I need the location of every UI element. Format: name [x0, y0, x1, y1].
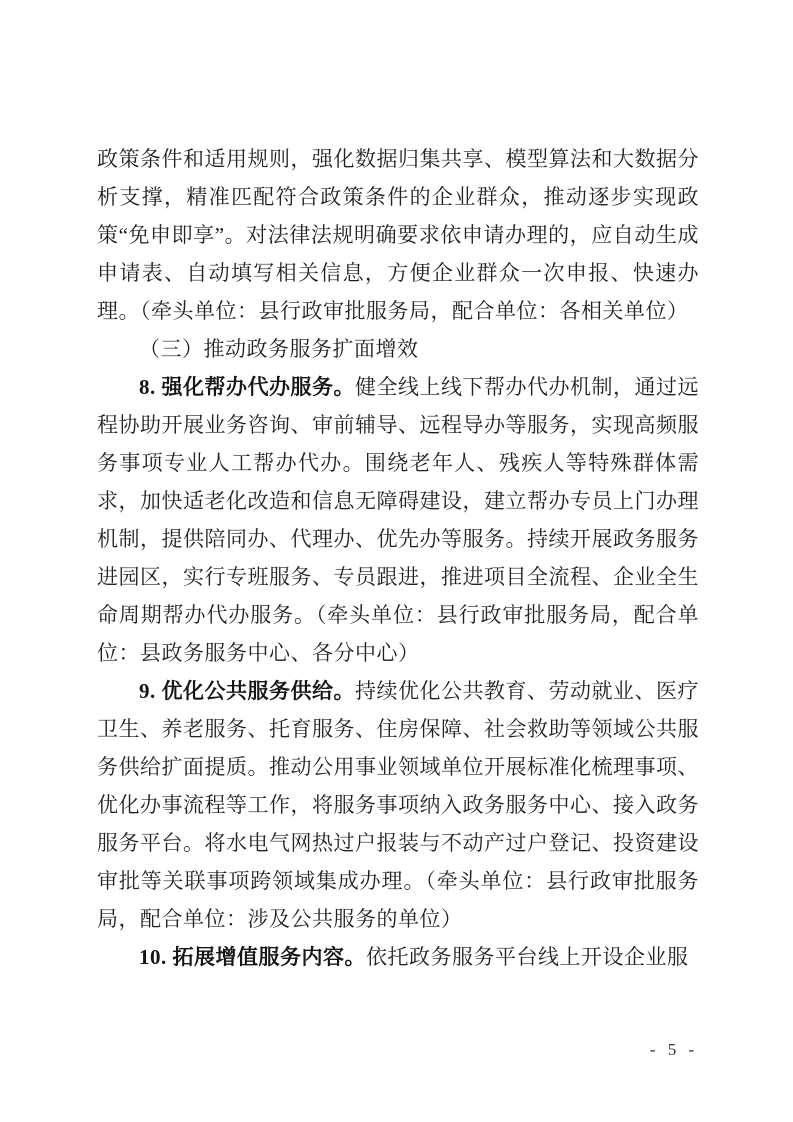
paragraph-item-9: [97, 672, 699, 938]
paragraph-item-8: [97, 368, 699, 672]
paragraph-item-10: [97, 938, 699, 976]
section-heading-text: （三）推动政务服务扩面增效: [139, 337, 419, 361]
page-number: - 5 -: [649, 1040, 699, 1059]
item-10-lead: 10. 拓展增值服务内容。: [139, 945, 366, 969]
section-heading: [97, 330, 699, 368]
item-9-text: 持续优化公共教育、劳动就业、医疗卫生、养老服务、托育服务、住房保障、社会救助等领域公共服务供给扩面提质。推动公用事业领域单位开展标准化梳理事项、优化办事流程等工作，将服务事项纳入政务服务中心、接入政务服务平台。将水电气网热过户报装与不动产过户登记、投资建设审批等关联事项跨领域集成办理。（牵头单位：县行政审批服务局，配合单位：涉及公共服务的单位）: [97, 679, 699, 931]
document-body: [97, 140, 699, 976]
paragraph-text: 政策条件和适用规则，强化数据归集共享、模型算法和大数据分析支撑，精准匹配符合政策条件的企业群众，推动逐步实现政策“免申即享”。对法律法规明确要求依申请办理的，应自动生成申请表、自动填写相关信息，方便企业群众一次申报、快速办理。（牵头单位：县行政审批服务局，配合单位：各相关单位）: [97, 147, 699, 323]
item-8-lead: 8. 强化帮办代办服务。: [139, 375, 355, 399]
paragraph-continuation: [97, 140, 699, 330]
item-8-text: 健全线上线下帮办代办机制，通过远程协助开展业务咨询、审前辅导、远程导办等服务，实现高频服务事项专业人工帮办代办。围绕老年人、残疾人等特殊群体需求，加快适老化改造和信息无障碍建设，建立帮办专员上门办理机制，提供陪同办、代理办、优先办等服务。持续开展政务服务进园区，实行专班服务、专员跟进，推进项目全流程、企业全生命周期帮办代办服务。（牵头单位：县行政审批服务局，配合单位：县政务服务中心、各分中心）: [97, 375, 699, 665]
item-9-lead: 9. 优化公共服务供给。: [139, 679, 355, 703]
item-10-text: 依托政务服务平台线上开设企业服: [366, 945, 689, 969]
page-footer: [644, 1039, 704, 1061]
